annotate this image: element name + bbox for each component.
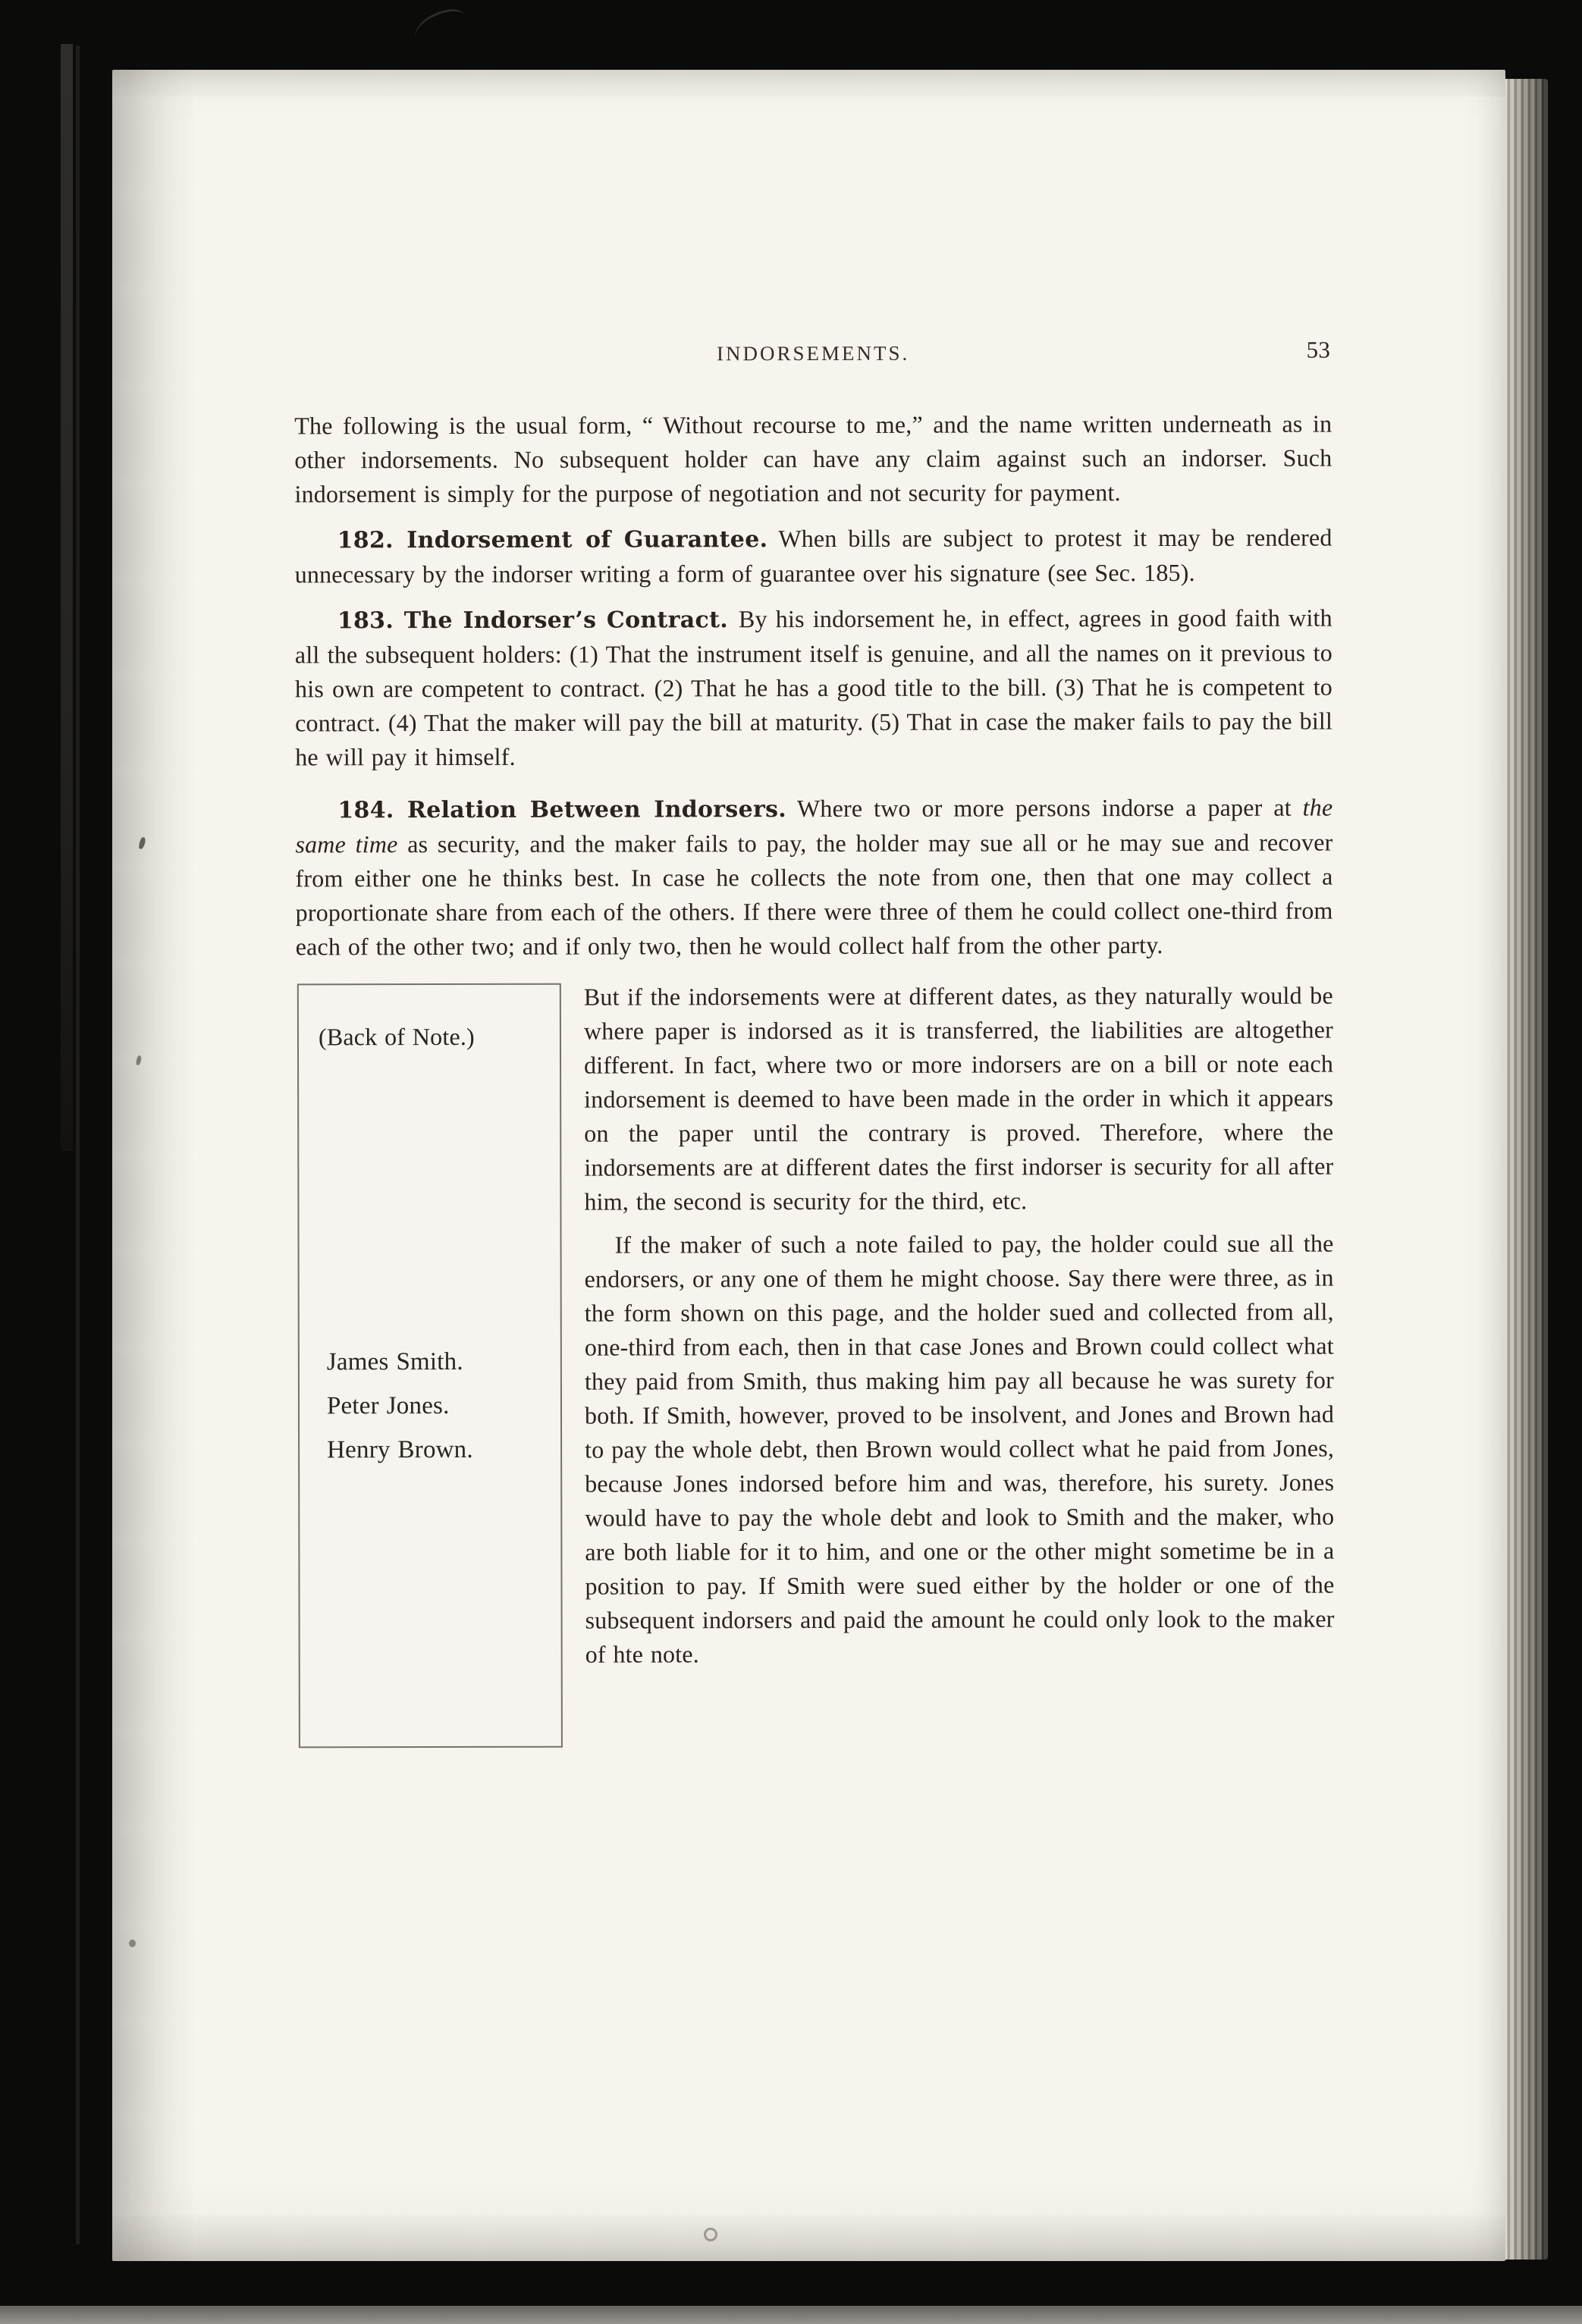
page-text-block	[294, 336, 1335, 1762]
section-182-paragraph	[295, 521, 1332, 592]
signature-name: Peter Jones.	[326, 1392, 450, 1420]
section-182-heading: 182. Indorsement of Guarantee.	[337, 526, 768, 554]
book-page	[112, 70, 1505, 2261]
signature-name: Henry Brown.	[327, 1435, 473, 1464]
section-182-body: When bills are subject to protest it may be rendered unnecessary by the indorser writing a form of guarantee over his signature (see Sec. 185).	[294, 523, 1332, 588]
signature-name: James Smith.	[326, 1347, 463, 1376]
section-183-heading: 183. The Indorser’s Contract.	[337, 607, 729, 635]
running-head-row	[294, 336, 1332, 370]
scan-artifact	[704, 2228, 717, 2241]
book-spine-edge	[61, 44, 73, 1151]
section-183-body: By his indorsement he, in effect, agrees in good faith with all the subsequent holders: (1) That the instrument itself is genuine, and all the names on it previous to his own are competent to contract. (2) That he has a good title to the bill. (3) That he is competent to contract. (4) That the maker will pay the bill at maturity. (5) That in case the maker fails to pay the bill he will pay it himself.	[294, 604, 1333, 771]
section-184-body-tail: as security, and the maker fails to pay, the holder may sue all or he may sue and recover from either one he thinks best. In case he collects the note from one, then that one may collect a proportionate share from each of the others. If there were three of them he could collect one-third from each of the other two; and if only two, then he would collect half from the other party.	[295, 828, 1333, 961]
intro-paragraph: The following is the usual form, “ Without recourse to me,” and the name written underneath as in other indorsements. No subsequent holder can have any claim against such an indorser. Such indorsement is simply for the purpose of negotiation and not security for payment.	[294, 409, 1332, 508]
page-number: 53	[1306, 336, 1331, 363]
wrapped-paragraph-1: But if the indorsements were at different dates, as they naturally would be where paper is indorsed as it is transferred, the liabilities are altogether different. In fact, where two or more indorsers are on a bill or note each indorsement is deemed to have been made in the order in which it appears on the paper until the contrary is proved. Therefore, where the indorsements are at different dates the first indorser is security for all after him, the second is security for the third, etc.	[583, 981, 1334, 1215]
signature-list	[327, 1340, 473, 1472]
scan-artifact	[136, 1055, 142, 1066]
scan-artifact	[129, 1940, 136, 1947]
section-183-paragraph	[295, 601, 1332, 775]
scanner-bed-edge	[0, 2306, 1582, 2324]
stacked-page-edges	[1505, 79, 1548, 2260]
wrapped-paragraph-2: If the maker of such a note failed to pay, the holder could sue all the endorsers, or any one of them he might choose. Say there were three, as in the form shown on this page, and the holder sued and collected from all, one-third from each, then in that case Jones and Brown could collect what they paid from Smith, thus making him pay all because he was surety for both. If Smith, however, proved to be insolvent, and Jones and Brown had to pay the whole debt, then Brown would collect what he paid from Jones, because Jones indorsed before him and was, therefore, his surety. Jones would have to pay the whole debt and look to Smith and the maker, who are both liable for it to him, and one or the other might sometime be in a position to pay. If Smith were sued either by the holder or one of the subsequent indorsers and paid the amount he could only look to the maker of hte note.	[584, 1229, 1335, 1668]
scan-artifact	[138, 836, 146, 849]
scan-artifact	[410, 5, 471, 51]
book-spine-edge-line	[76, 45, 80, 2244]
figure-caption: (Back of Note.)	[318, 1022, 475, 1051]
italic-phrase: the same time	[295, 793, 1333, 858]
figure-and-text-zone	[296, 979, 1335, 1673]
section-184-body-lead: Where two or more persons indorse a paper at	[796, 793, 1303, 823]
section-184-paragraph	[295, 791, 1332, 964]
back-of-note-figure	[297, 983, 563, 1748]
running-head: INDORSEMENTS.	[716, 341, 910, 365]
section-184-heading: 184. Relation Between Indorsers.	[337, 796, 787, 824]
